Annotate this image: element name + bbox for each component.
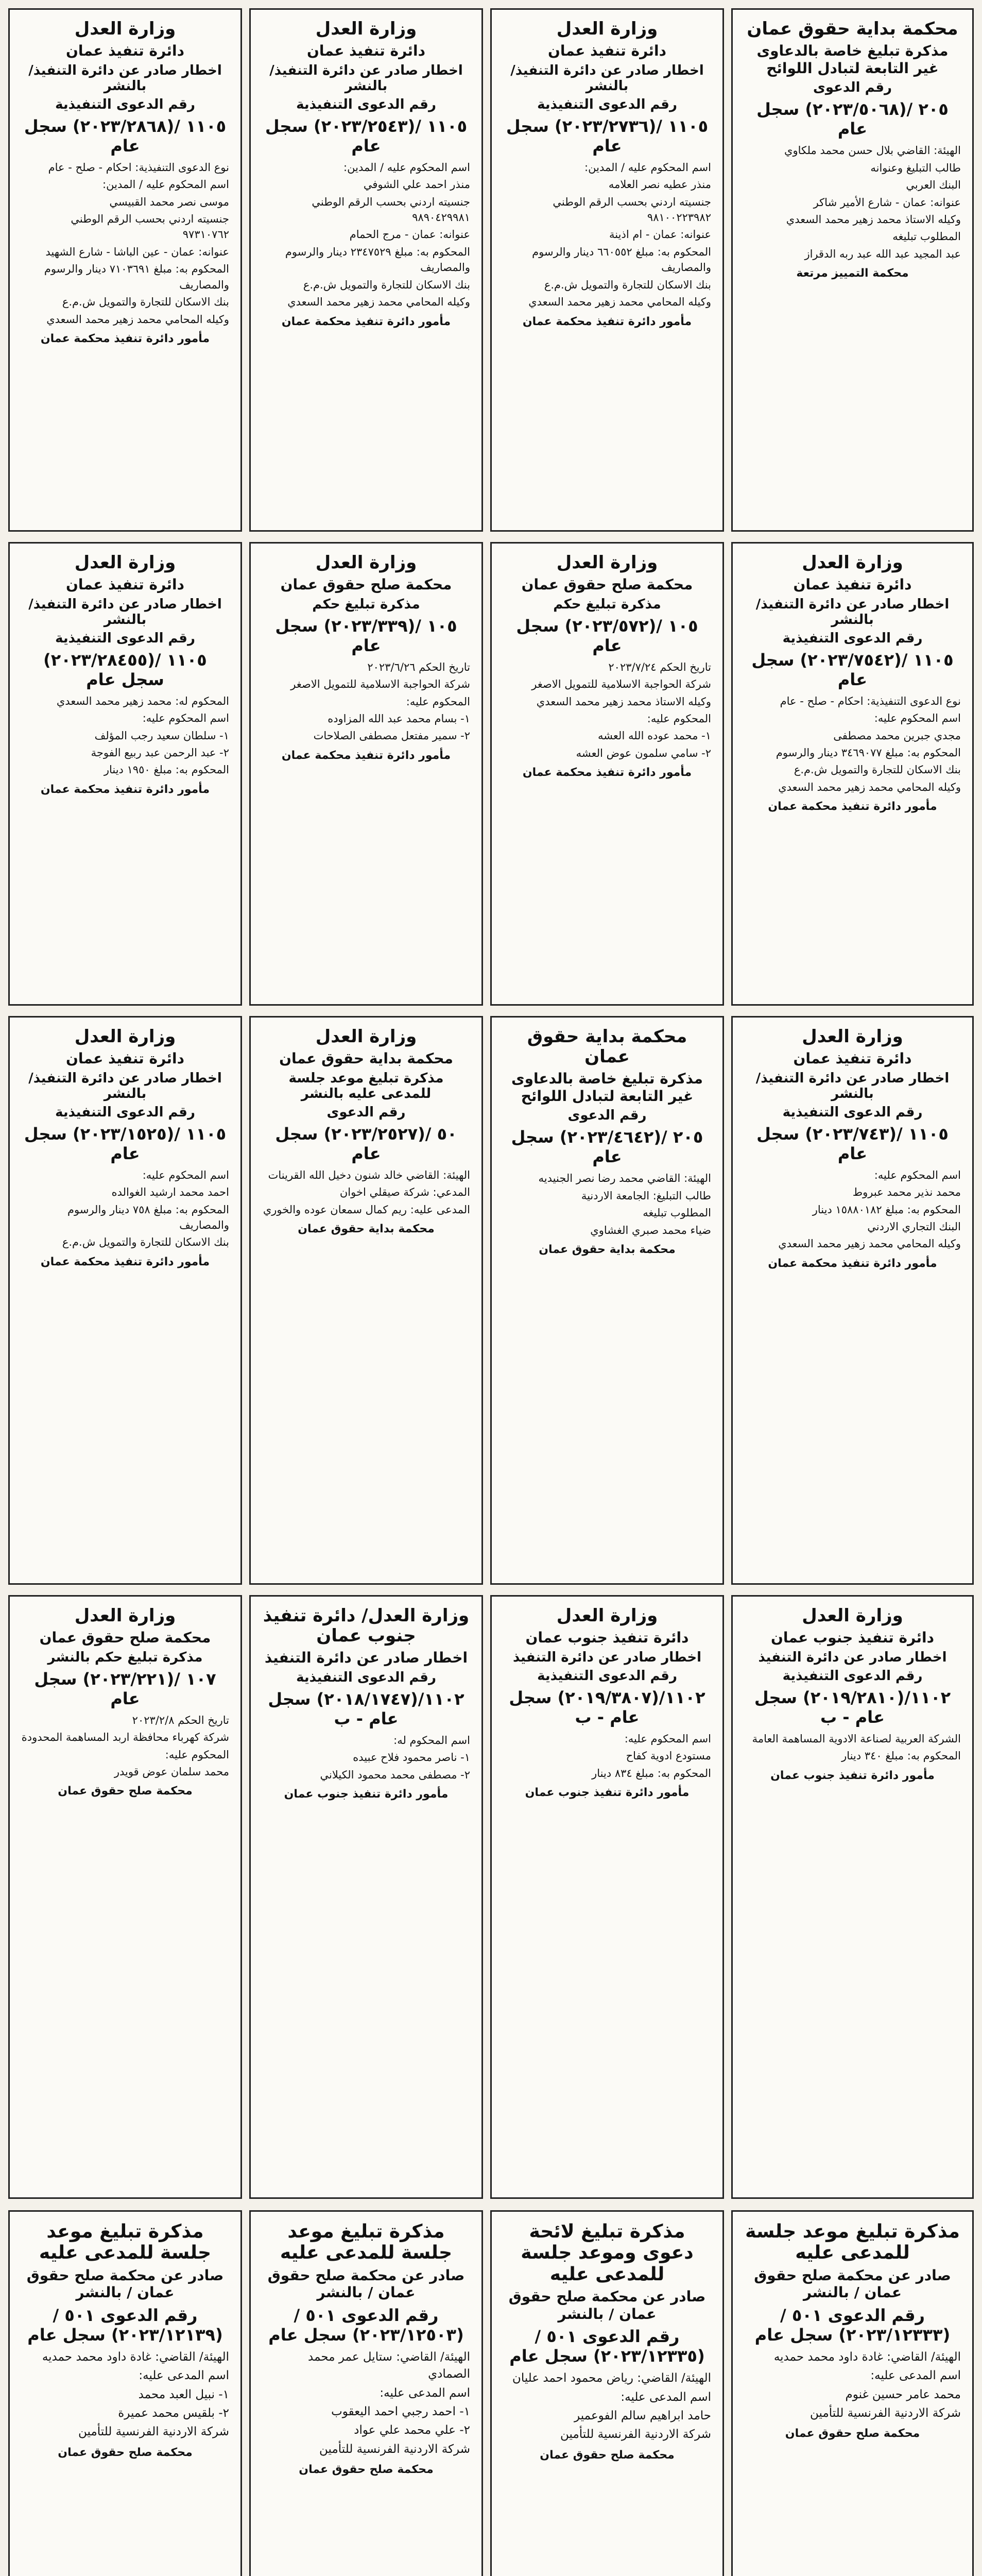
notice-subtitle: دائرة تنفيذ جنوب عمان: [525, 1629, 689, 1647]
notice-line: المدعي: شركة صيقلي اخوان: [339, 1186, 470, 1199]
notice-heading: اخطار صادر عن دائرة التنفيذ/ بالنشر: [28, 62, 222, 94]
notice-line: نوع الدعوى التنفيذية: احكام - صلح - عام: [780, 694, 961, 707]
notice-n5: [8, 542, 242, 1006]
notice-line: شركة الاردنية الفرنسية للتأمين: [78, 2425, 229, 2439]
notice-line: اسم المحكوم عليه:: [142, 1168, 229, 1181]
notice-heading: اخطار صادر عن دائرة التنفيذ/ بالنشر: [269, 62, 463, 94]
notice-title: مذكرة تبليغ موعد جلسة للمدعى عليه: [745, 2221, 960, 2264]
notice-footer: مأمور دائرة تنفيذ محكمة عمان: [40, 1255, 210, 1268]
notice-title: محكمة بداية حقوق عمان: [527, 1026, 687, 1067]
notice-line: تاريخ الحكم ٢٠٢٣/٢/٨: [132, 1714, 229, 1726]
notice-line: المحكوم به: مبلغ ٧١٠٣٦٩١ دينار والرسوم والمصاريف: [44, 263, 229, 291]
notice-subtitle: دائرة تنفيذ عمان: [66, 576, 184, 594]
notice-subtitle: صادر عن محكمة صلح حقوق عمان / بالنشر: [267, 2266, 465, 2301]
case-number: ١١٠٥ /(٢٠٢٣/٧٥٤٢) سجل عام: [751, 650, 954, 689]
notice-line: اسم المدعى عليه:: [870, 2369, 961, 2383]
notice-line: ٢- علي محمد علي عواد: [354, 2424, 470, 2437]
notice-footer: محكمة صلح حقوق عمان: [58, 2446, 193, 2459]
notice-line: المحكوم به: مبلغ ٢٣٤٧٥٢٩ دينار والرسوم والمصاريف: [285, 245, 470, 274]
case-number: رقم الدعوى ٥٠١ / (٢٠٢٣/١٢٣٣٣) سجل عام: [754, 2305, 951, 2345]
notice-title: محكمة بداية حقوق عمان: [747, 19, 958, 39]
notice-title: وزارة العدل: [802, 552, 903, 573]
notice-heading: اخطار صادر عن دائرة التنفيذ/ بالنشر: [510, 62, 704, 94]
notice-n14: [249, 1595, 483, 2199]
notice-line: وكيله الاستاذ محمد زهير محمد السعدي: [786, 213, 961, 226]
notice-subtitle: دائرة تنفيذ عمان: [66, 1050, 184, 1067]
notice-line: عنوانه: عمان - ام اذينة: [609, 228, 711, 241]
notice-line: ٢- مصطفى محمد محمود الكيلاني: [320, 1768, 470, 1781]
case-type: رقم الدعوى التنفيذية: [537, 96, 677, 112]
notice-title: وزارة العدل: [556, 1605, 658, 1626]
notice-n17: [8, 2210, 242, 2576]
notice-line: شركة كهرباء محافظة اربد المساهمة المحدودة: [21, 1731, 229, 1744]
notice-footer: محكمة صلح حقوق عمان: [299, 2463, 434, 2477]
notice-subtitle: دائرة تنفيذ عمان: [793, 1050, 912, 1067]
case-number: ١١٠٥ /(٢٠٢٣/٢٥٤٣) سجل عام: [265, 116, 468, 156]
notice-n12: [731, 1016, 974, 1585]
notice-line: البنك العربي: [906, 179, 961, 192]
notice-line: المحكوم به: مبلغ ١٩٥٠ دينار: [104, 764, 229, 776]
notice-line: المطلوب تبليغه: [892, 230, 961, 243]
notice-n8: [731, 542, 974, 1006]
notice-line: ٢- سامي سلمون عوض العشه: [576, 747, 711, 759]
notice-line: ١- نبيل العبد محمد: [138, 2387, 229, 2401]
notice-line: مجدي جبرين محمد مصطفى: [833, 729, 961, 742]
notice-line: وكيله المحامي محمد زهير محمد السعدي: [287, 296, 470, 309]
case-number: ٢٠٥ /(٢٠٢٣/٤٦٤٢) سجل عام: [511, 1127, 703, 1167]
notice-n16: [731, 1595, 974, 2199]
notice-line: ١- سلطان سعيد رجب المؤلف: [94, 729, 229, 742]
notice-line: جنسيته اردني بحسب الرقم الوطني ٩٨٩٠٤٢٩٩٨١: [312, 195, 470, 224]
notice-footer: مأمور دائرة تنفيذ محكمة عمان: [522, 315, 692, 328]
notice-subtitle: دائرة تنفيذ عمان: [548, 42, 666, 60]
notice-line: محمد نذير محمد عبروط: [852, 1186, 961, 1199]
notice-line: شركة الحواجبة الاسلامية للتمويل الاصغر: [531, 678, 711, 691]
notice-line: الهيئة: القاضي خالد شنون دخيل الله القرينات: [268, 1168, 470, 1181]
notice-line: المحكوم عليه:: [165, 1748, 229, 1761]
notice-line: اسم المحكوم عليه:: [624, 1732, 711, 1745]
notice-line: شركة الحواجبة الاسلامية للتمويل الاصغر: [290, 678, 470, 691]
notice-title: وزارة العدل/ دائرة تنفيذ جنوب عمان: [263, 1605, 470, 1647]
case-number: ٢٠٥ /(٢٠٢٣/٥٠٦٨) سجل عام: [756, 99, 949, 139]
notice-heading: مذكرة تبليغ موعد جلسة للمدعى عليه بالنشر: [288, 1070, 444, 1101]
case-type: رقم الدعوى التنفيذية: [55, 96, 195, 112]
notice-heading: مذكرة تبليغ حكم: [553, 596, 661, 612]
notice-title: وزارة العدل: [556, 552, 658, 573]
notice-subtitle: دائرة تنفيذ عمان: [793, 576, 912, 594]
notice-line: البنك التجاري الاردني: [867, 1221, 961, 1233]
case-number: ١١٠٢/(٢٠١٩/٢٨١٠) سجل عام - ب: [754, 1687, 951, 1727]
notice-line: اسم المحكوم عليه:: [142, 712, 229, 725]
notice-line: ٢- بلقيس محمد عميرة: [118, 2406, 229, 2420]
notice-line: المحكوم به: مبلغ ٣٤٠ دينار: [841, 1750, 961, 1762]
notice-subtitle: صادر عن محكمة صلح حقوق عمان / بالنشر: [754, 2266, 951, 2301]
notice-heading: مذكرة تبليغ حكم: [312, 596, 420, 612]
notice-line: ١- بسام محمد عبد الله المزاوده: [328, 713, 470, 725]
notice-line: بنك الاسكان للتجارة والتمويل ش.م.ع: [62, 1236, 229, 1249]
case-number: ١١٠٥ /(٢٠٢٣/١٥٢٥) سجل عام: [24, 1124, 227, 1163]
case-number: ١٠٥ /(٢٠٢٣/٣٣٩) سجل عام: [275, 616, 457, 655]
notice-title: وزارة العدل: [802, 1605, 903, 1626]
case-type: رقم الدعوى التنفيذية: [537, 1668, 677, 1684]
notice-footer: محكمة صلح حقوق عمان: [785, 2427, 920, 2441]
notice-line: طالب التبليغ وعنوانه: [870, 161, 961, 174]
case-number: ٥٠ /(٢٠٢٣/٢٥٢٧) سجل عام: [275, 1124, 457, 1163]
notice-line: اسم المدعى عليه:: [380, 2386, 470, 2400]
notice-footer: مأمور دائرة تنفيذ محكمة عمان: [768, 800, 937, 814]
notice-heading: اخطار صادر عن دائرة التنفيذ/ بالنشر: [755, 596, 950, 628]
notice-heading: اخطار صادر عن دائرة التنفيذ: [758, 1649, 947, 1665]
notice-line: عنوانه: عمان - مرج الحمام: [349, 228, 470, 241]
notice-line: ضياء محمد صبري الغشاوي: [590, 1224, 711, 1236]
notice-n11: [490, 1016, 724, 1585]
case-number: ١١٠٥ /(٢٠٢٣/٢٧٣٦) سجل عام: [506, 116, 709, 156]
notice-line: الهيئة/ القاضي: غادة داود محمد حمديه: [773, 2350, 961, 2364]
notice-line: منذر عطيه نصر العلامه: [608, 178, 711, 191]
notice-n7: [490, 542, 724, 1006]
notice-n2: [249, 8, 483, 532]
notice-subtitle: محكمة صلح حقوق عمان: [521, 576, 693, 594]
notice-line: المدعى عليه: ريم كمال سمعان عوده والخوري: [263, 1203, 470, 1216]
notice-line: شركة الاردنية الفرنسية للتأمين: [810, 2406, 961, 2420]
notice-line: شركة الاردنية الفرنسية للتأمين: [560, 2428, 711, 2442]
notice-line: المحكوم به: مبلغ ١٥٨٨٠١٨٢ دينار: [812, 1203, 961, 1216]
notice-line: منذر احمد علي الشوفي: [363, 178, 470, 191]
notice-footer: مأمور دائرة تنفيذ جنوب عمان: [770, 1769, 935, 1782]
notice-n3: [490, 8, 724, 532]
notice-title: مذكرة تبليغ موعد جلسة للمدعى عليه: [39, 2221, 212, 2264]
case-type: رقم الدعوى التنفيذية: [782, 630, 923, 646]
notice-line: جنسيته اردني بحسب الرقم الوطني ٩٨١٠٠٢٢٣٩٨٢: [553, 195, 711, 224]
notice-footer: محكمة بداية حقوق عمان: [539, 1243, 676, 1257]
notice-line: المحكوم عليه:: [406, 695, 470, 708]
notice-line: اسم المدعى عليه:: [621, 2390, 711, 2404]
case-number: ١١٠٥ /(٢٠٢٣/٢٨٤٥٥) سجل عام: [43, 650, 207, 689]
notice-line: تاريخ الحكم ٢٠٢٣/٧/٢٤: [608, 660, 711, 673]
notice-line: اسم المدعى عليه:: [139, 2369, 229, 2383]
notice-subtitle: اخطار صادر عن دائرة التنفيذ: [264, 1649, 468, 1667]
notice-footer: مأمور دائرة تنفيذ محكمة عمان: [40, 783, 210, 796]
notice-line: اسم المحكوم عليه / المدين:: [343, 161, 470, 174]
notice-line: وكيله الاستاذ محمد زهير محمد السعدي: [536, 695, 711, 708]
notice-subtitle: محكمة صلح حقوق عمان: [39, 1629, 211, 1647]
case-type: رقم الدعوى التنفيذية: [782, 1104, 923, 1120]
notice-footer: محكمة بداية حقوق عمان: [298, 1223, 435, 1235]
case-number: ١١٠٢/(٢٠١٩/٣٨٠٧) سجل عام - ب: [509, 1687, 705, 1727]
notice-title: وزارة العدل: [74, 1605, 176, 1626]
notice-line: بنك الاسكان للتجارة والتمويل ش.م.ع: [794, 764, 961, 776]
notice-line: وكيله المحامي محمد زهير محمد السعدي: [778, 1238, 961, 1250]
notice-subtitle: صادر عن محكمة صلح حقوق عمان / بالنشر: [508, 2288, 706, 2323]
notice-line: تاريخ الحكم ٢٠٢٣/٦/٢٦: [367, 660, 470, 673]
notice-n18: [249, 2210, 483, 2576]
notice-n9: [8, 1016, 242, 1585]
notice-line: وكيله المحامي محمد زهير محمد السعدي: [778, 781, 961, 793]
notice-line: الشركة العربية لصناعة الادوية المساهمة العامة: [752, 1732, 961, 1745]
notice-line: المحكوم به: مبلغ ٨٣٤ دينار: [592, 1767, 711, 1780]
case-number: رقم الدعوى ٥٠١ / (٢٠٢٣/١٢٣٣٥) سجل عام: [509, 2327, 705, 2366]
notice-line: اسم المحكوم عليه:: [874, 1168, 961, 1181]
notice-line: جنسيته اردني بحسب الرقم الوطني ٩٧٣١٠٧٦٢: [71, 213, 229, 241]
notice-line: اسم المحكوم عليه / المدين:: [584, 161, 711, 174]
notice-subtitle: محكمة صلح حقوق عمان: [280, 576, 452, 594]
notice-title: مذكرة تبليغ موعد جلسة للمدعى عليه: [280, 2221, 453, 2264]
notice-footer: مأمور دائرة تنفيذ محكمة عمان: [522, 766, 692, 779]
notice-n15: [490, 1595, 724, 2199]
notice-heading: رقم الدعوى: [813, 80, 892, 96]
notice-line: طالب التبليغ: الجامعة الاردنية: [581, 1189, 711, 1202]
case-number: ١١٠٥ /(٢٠٢٣/٢٨٦٨) سجل عام: [24, 116, 227, 156]
notice-line: الهيئة: القاضي محمد رضا نصر الجنيديه: [538, 1172, 711, 1185]
case-number: ١٠٧ /(٢٠٢٣/٢٢١) سجل عام: [34, 1669, 216, 1708]
notice-line: محمد سلمان عوض قويدر: [114, 1766, 229, 1778]
notice-heading: اخطار صادر عن دائرة التنفيذ/ بالنشر: [755, 1070, 950, 1101]
notice-line: ٢- عبد الرحمن عبد ربيع الفوجة: [91, 747, 229, 759]
notice-line: عنوانه: عمان - شارع الأمير شاكر: [813, 196, 961, 209]
notice-line: وكيله المحامي محمد زهير محمد السعدي: [46, 313, 229, 326]
notice-line: اسم المحكوم عليه / المدين:: [102, 178, 229, 191]
notice-line: الهيئة: القاضي بلال حسن محمد ملكاوي: [784, 144, 961, 157]
notice-line: المحكوم به: مبلغ ٣٤٦٩٠٧٧ دينار والرسوم: [776, 747, 961, 759]
notice-n20: [731, 2210, 974, 2576]
notice-n4: [731, 8, 974, 532]
notice-footer: مأمور دائرة تنفيذ جنوب عمان: [284, 1788, 449, 1801]
notice-line: ٢- سمير مفتعل مصطفى الصلاحات: [313, 730, 470, 742]
notice-title: وزارة العدل: [74, 19, 176, 39]
notice-subtitle: دائرة تنفيذ عمان: [66, 42, 184, 60]
case-type: رقم الدعوى: [326, 1104, 406, 1120]
notice-line: المطلوب تبليغه: [643, 1207, 711, 1219]
notice-line: الهيئة/ القاضي: ستايل عمر محمد الصمادي: [308, 2350, 470, 2381]
notice-n6: [249, 542, 483, 1006]
notice-footer: مأمور دائرة تنفيذ محكمة عمان: [40, 332, 210, 346]
notice-title: وزارة العدل: [315, 552, 417, 573]
notice-footer: محكمة التمييز مرتعة: [796, 267, 909, 280]
notice-line: حامد ابراهيم سالم الفوعمير: [574, 2409, 711, 2423]
case-number: رقم الدعوى ٥٠١ / (٢٠٢٣/١٢١٣٩) سجل عام: [27, 2305, 223, 2345]
case-number: ١١٠٢/(٢٠١٨/١٧٤٧) سجل عام - ب: [268, 1689, 464, 1728]
notice-title: وزارة العدل: [74, 552, 176, 573]
notice-title: وزارة العدل: [315, 1026, 417, 1047]
notice-line: مستودع ادوية كفاح: [626, 1750, 711, 1762]
notice-line: ١- ناصر محمود فلاح عبيده: [353, 1751, 470, 1764]
notice-title: وزارة العدل: [315, 19, 417, 39]
notice-footer: مأمور دائرة تنفيذ محكمة عمان: [768, 1257, 937, 1270]
notice-line: ١- محمد عوده الله العشه: [597, 730, 711, 742]
case-number: رقم الدعوى ٥٠١ / (٢٠٢٣/١٢٥٠٣) سجل عام: [268, 2305, 464, 2345]
notice-subtitle: مذكرة تبليغ خاصة بالدعاوى غير التابعة لتبادل اللوائح: [756, 42, 949, 77]
case-number: ١٠٥ /(٢٠٢٣/٥٧٢) سجل عام: [516, 616, 698, 655]
notice-heading: اخطار صادر عن دائرة التنفيذ/ بالنشر: [28, 1070, 222, 1101]
notice-line: المحكوم عليه:: [647, 713, 711, 725]
notice-title: وزارة العدل: [74, 1026, 176, 1047]
notice-line: عنوانه: عمان - عين الباشا - شارع الشهيد: [45, 245, 229, 258]
notice-line: موسى نصر محمد القبيسي: [109, 195, 229, 208]
notice-heading: رقم الدعوى: [567, 1108, 647, 1124]
notice-footer: مأمور دائرة تنفيذ محكمة عمان: [281, 749, 451, 762]
notice-line: شركة الاردنية الفرنسية للتأمين: [319, 2442, 470, 2456]
notice-footer: مأمور دائرة تنفيذ محكمة عمان: [281, 315, 451, 328]
notice-line: وكيله المحامي محمد زهير محمد السعدي: [528, 296, 711, 309]
notice-subtitle: صادر عن محكمة صلح حقوق عمان / بالنشر: [26, 2266, 224, 2301]
notice-line: احمد محمد ارشيد الغوالده: [111, 1186, 229, 1199]
notice-subtitle: مذكرة تبليغ خاصة بالدعاوى غير التابعة لتبادل اللوائح: [511, 1070, 703, 1105]
notice-footer: محكمة صلح حقوق عمان: [540, 2448, 675, 2462]
notice-line: الهيئة/ القاضي: غادة داود محمد حمديه: [42, 2350, 229, 2364]
notice-n1: [8, 8, 242, 532]
notice-heading: رقم الدعوى التنفيذية: [296, 1669, 436, 1685]
notice-subtitle: دائرة تنفيذ عمان: [307, 42, 425, 60]
notice-line: عبد المجيد عبد الله عبد ربه الدقراز: [804, 247, 961, 260]
notice-subtitle: محكمة بداية حقوق عمان: [279, 1050, 453, 1067]
notice-line: نوع الدعوى التنفيذية: احكام - صلح - عام: [48, 161, 229, 174]
notice-title: وزارة العدل: [802, 1026, 903, 1047]
case-type: رقم الدعوى التنفيذية: [55, 1104, 195, 1120]
notice-line: محمد عامر حسين غنوم: [845, 2387, 961, 2401]
notice-n19: [490, 2210, 724, 2576]
case-type: رقم الدعوى التنفيذية: [782, 1668, 923, 1684]
notice-subtitle: دائرة تنفيذ جنوب عمان: [771, 1629, 934, 1647]
notice-line: اسم المحكوم له:: [393, 1734, 470, 1747]
notice-line: ١- احمد رجبي احمد اليعقوب: [331, 2405, 470, 2418]
notice-heading: مذكرة تبليغ حكم بالنشر: [47, 1649, 203, 1665]
notice-line: المحكوم له: محمد زهير محمد السعدي: [56, 694, 229, 707]
notice-n13: [8, 1595, 242, 2199]
notice-line: المحكوم به: مبلغ ٧٥٨ دينار والرسوم والمصاريف: [67, 1203, 229, 1231]
notice-line: بنك الاسكان للتجارة والتمويل ش.م.ع: [303, 278, 470, 291]
notice-heading: اخطار صادر عن دائرة التنفيذ/ بالنشر: [28, 596, 222, 628]
notice-heading: اخطار صادر عن دائرة التنفيذ: [512, 1649, 702, 1665]
notice-footer: محكمة صلح حقوق عمان: [58, 1785, 193, 1798]
notice-line: بنك الاسكان للتجارة والتمويل ش.م.ع: [62, 296, 229, 309]
notice-line: اسم المحكوم عليه:: [874, 712, 961, 725]
notice-footer: مأمور دائرة تنفيذ جنوب عمان: [525, 1786, 690, 1799]
notice-line: بنك الاسكان للتجارة والتمويل ش.م.ع: [544, 278, 711, 291]
notice-title: وزارة العدل: [556, 19, 658, 39]
case-number: ١١٠٥ /(٢٠٢٣/٧٤٣) سجل عام: [756, 1124, 949, 1163]
case-type: رقم الدعوى التنفيذية: [296, 96, 436, 112]
notice-line: الهيئة/ القاضي: رياض محمود احمد عليان: [512, 2371, 711, 2385]
case-type: رقم الدعوى التنفيذية: [55, 630, 195, 646]
notice-n10: [249, 1016, 483, 1585]
notice-line: المحكوم به: مبلغ ٦٦٠٥٥٢ دينار والرسوم والمصاريف: [532, 245, 711, 274]
notice-title: مذكرة تبليغ لائحة دعوى وموعد جلسة للمدعى عليه: [521, 2221, 694, 2285]
